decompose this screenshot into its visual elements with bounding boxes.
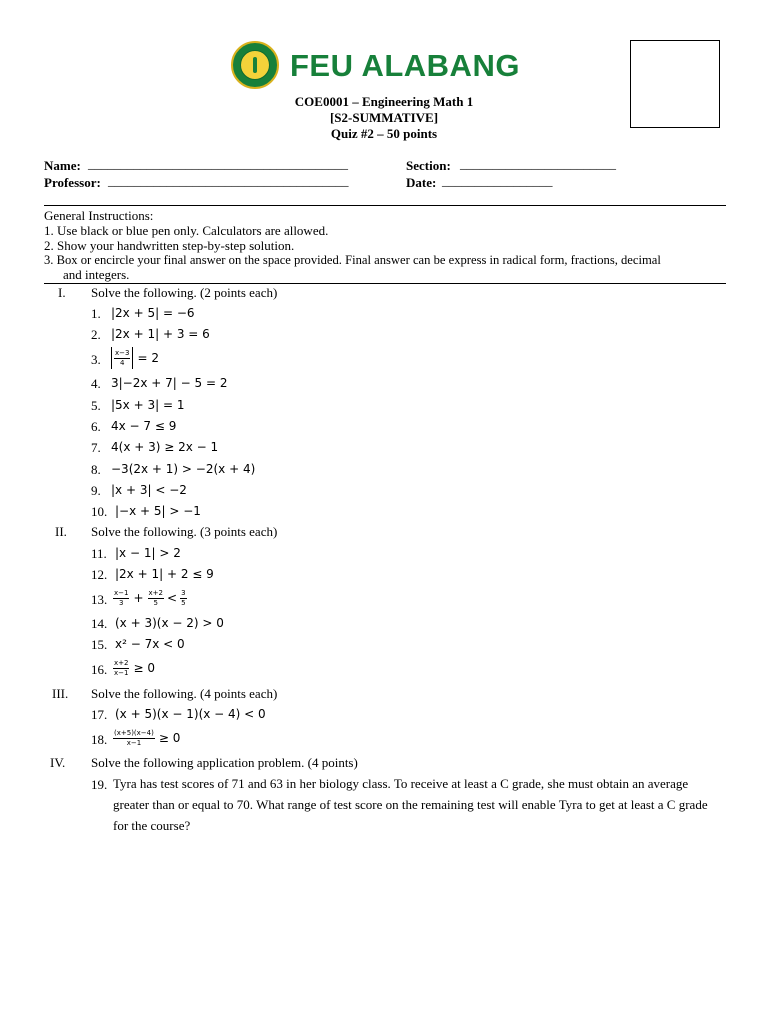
feu-seal-logo — [231, 41, 279, 89]
problem-10: |−x + 5| > −1 — [115, 504, 201, 518]
problem-18-tail: ≥ 0 — [158, 731, 181, 745]
plus-sign: + — [133, 591, 144, 605]
professor-label: Professor: — [44, 175, 101, 190]
instruction-3-cont: and integers. — [63, 267, 130, 282]
problem-8: −3(2x + 1) > −2(x + 4) — [111, 462, 256, 476]
problem-17: (x + 5)(x − 1)(x − 4) < 0 — [115, 707, 266, 721]
exam-type: [S2-SUMMATIVE] — [329, 110, 439, 125]
item-number: 5. — [91, 398, 101, 413]
section-4-roman: IV. — [50, 755, 66, 770]
fraction-denominator: x−1 — [126, 738, 142, 747]
professor-field[interactable]: _____________________________________ — [108, 173, 349, 188]
fraction-denominator: 4 — [120, 358, 125, 367]
course-title: COE0001 – Engineering Math 1 — [294, 94, 474, 109]
section-field[interactable]: ________________________ — [460, 156, 616, 171]
problem-11: |x − 1| > 2 — [115, 546, 181, 560]
section-2-title: Solve the following. (3 points each) — [91, 524, 278, 539]
fraction-numerator: x+2 — [114, 658, 129, 667]
problem-2: |2x + 1| + 3 = 6 — [111, 327, 210, 341]
item-number: 6. — [91, 419, 101, 434]
problem-15: x² − 7x < 0 — [115, 637, 185, 651]
problem-4: 3|−2x + 7| − 5 = 2 — [111, 376, 228, 390]
item-number: 19. — [91, 777, 108, 792]
section-4-title: Solve the following application problem. (4 points) — [91, 755, 358, 770]
divider-instructions — [44, 283, 726, 284]
section-1-title: Solve the following. (2 points each) — [91, 285, 278, 300]
problem-12: |2x + 1| + 2 ≤ 9 — [115, 567, 214, 581]
item-number: 8. — [91, 462, 101, 477]
item-number: 14. — [91, 616, 108, 631]
instruction-1: 1. Use black or blue pen only. Calculators are allowed. — [44, 223, 329, 238]
fraction-denominator: 5 — [153, 598, 158, 607]
item-number: 18. — [91, 732, 108, 747]
divider-top — [44, 205, 726, 206]
fraction-numerator: (x+5)(x−4) — [114, 728, 154, 737]
date-label: Date: — [406, 175, 437, 190]
instruction-2: 2. Show your handwritten step-by-step solution. — [44, 238, 295, 253]
fraction-numerator: x−3 — [115, 348, 130, 357]
item-number: 7. — [91, 440, 101, 455]
problem-9: |x + 3| < −2 — [111, 483, 187, 497]
instructions-title: General Instructions: — [44, 208, 154, 223]
problem-3 — [111, 345, 159, 371]
item-number: 9. — [91, 483, 101, 498]
problem-3-tail: = 2 — [137, 351, 159, 365]
item-number: 3. — [91, 352, 101, 367]
fraction-numerator: x−1 — [114, 588, 129, 597]
problem-13 — [113, 585, 187, 611]
name-label: Name: — [44, 158, 81, 173]
section-2-roman: II. — [55, 524, 67, 539]
problem-7: 4(x + 3) ≥ 2x − 1 — [111, 440, 219, 454]
item-number: 11. — [91, 546, 107, 561]
fraction-denominator: x−1 — [114, 668, 129, 677]
item-number: 12. — [91, 567, 108, 582]
section-label: Section: — [406, 158, 451, 173]
item-number: 1. — [91, 306, 101, 321]
item-number: 4. — [91, 376, 101, 391]
section-3-roman: III. — [52, 686, 69, 701]
fraction-denominator: 3 — [119, 598, 124, 607]
problem-19: Tyra has test scores of 71 and 63 in her biology class. To receive at least a C grade, she must obtain an average greater than or equal to 70. What range of test score on the remaining test will enable Tyra to get at least a C grade for the course? — [113, 776, 708, 833]
item-number: 13. — [91, 592, 108, 607]
less-than-sign: < — [167, 591, 178, 605]
problem-1: |2x + 5| = −6 — [111, 306, 195, 320]
date-field[interactable]: _________________ — [442, 173, 553, 188]
item-number: 2. — [91, 327, 101, 342]
item-number: 15. — [91, 637, 108, 652]
item-number: 17. — [91, 707, 108, 722]
brand-name: FEU ALABANG — [290, 48, 520, 83]
quiz-title: Quiz #2 – 50 points — [330, 126, 438, 141]
fraction-numerator: x+2 — [148, 588, 163, 597]
section-3-title: Solve the following. (4 points each) — [91, 686, 278, 701]
section-1-roman: I. — [58, 285, 66, 300]
problem-14: (x + 3)(x − 2) > 0 — [115, 616, 224, 630]
problem-6: 4x − 7 ≤ 9 — [111, 419, 177, 433]
item-number: 16. — [91, 662, 108, 677]
problem-18 — [113, 725, 180, 751]
problem-16 — [113, 655, 155, 681]
problem-5: |5x + 3| = 1 — [111, 398, 185, 412]
item-number: 10. — [91, 504, 108, 519]
name-field[interactable]: ________________________________________ — [88, 156, 348, 171]
fraction-denominator: 5 — [181, 598, 186, 607]
problem-16-tail: ≥ 0 — [133, 661, 155, 675]
fraction-numerator: 3 — [181, 588, 186, 597]
instruction-3: 3. Box or encircle your final answer on the space provided. Final answer can be express in radical form, fractions, decimal — [44, 253, 661, 267]
